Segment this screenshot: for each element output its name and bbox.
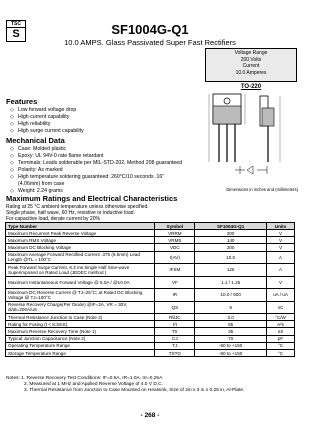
unit-cell: A [267,264,295,277]
package-drawing [205,92,297,186]
ratings-table [5,222,295,357]
table-row [6,328,295,335]
table-row [6,276,295,289]
mechanical-list [10,146,185,195]
table-row [6,264,295,277]
param-cell: Operating Temperature Range [6,342,155,349]
value-cell: 1.1 / 1.25 [195,276,267,289]
header-symbol: Symbol [155,223,195,230]
value-cell: 200 [195,244,267,251]
symbol-cell: QS [155,301,195,314]
footnote: 3. Thermal Resistance from Junction to Case Mounted on Heatsink, Size of 2in x 3 in x 0.25 in, Al-Plate. [24,388,245,393]
symbol-cell: I²t [155,321,195,328]
footnotes [6,376,296,394]
table-row [6,350,295,357]
symbol-cell: IR [155,289,195,302]
param-cell: Storage Temperature Range [6,350,155,357]
unit-cell: V [267,237,295,244]
header-part: SF1004G-Q1 [195,223,267,230]
part-number-title: SF1004G-Q1 [111,22,189,37]
param-cell: Maximum Instantaneous Forward Voltage @ 5.0A / @10.0A [6,276,155,289]
spec-line: Voltage Range [234,50,268,56]
unit-cell: V [267,276,295,289]
unit-cell: V [267,230,295,237]
table-row [6,251,295,264]
symbol-cell: CJ [155,335,195,342]
param-cell: Maximum Recurrent Peak Reverse Voltage [6,230,155,237]
list-item: ◇ High reliability [10,121,200,128]
symbol-cell: VRMS [155,237,195,244]
value-cell: 10.0 / 500 [195,289,267,302]
param-cell: Maximum RMS Voltage [6,237,155,244]
unit-cell: °C/W [267,314,295,321]
table-row [6,237,295,244]
table-row [6,289,295,302]
unit-cell: nS [267,328,295,335]
value-cell: 140 [195,237,267,244]
footnote: 2. Measured at 1 MHz and Applied Reverse Voltage of 4.0 V D.C. [24,382,163,387]
value-cell: 200 [195,230,267,237]
value-cell: 3.0 [195,314,267,321]
param-cell: Peak Forward Surge Current, 8.3 ms Single Half Sine-wave Superimposed on Rated Load (JEDEC method ) [6,264,155,277]
logo-mark: S [12,28,20,40]
unit-cell: uA / uA [267,289,295,302]
spec-box [205,48,297,82]
product-subtitle: 10.0 AMPS. Glass Passivated Super Fast Rectifiers [64,38,236,47]
param-cell: Maximum Reverse Recovery Time (Note 1) [6,328,155,335]
table-row [6,342,295,349]
rating-note: Rating at 25 °C ambient temperature unless otherwise specified. [6,204,149,210]
symbol-cell: RθJC [155,314,195,321]
mechanical-title: Mechanical Data [6,136,65,145]
value-cell: -50 to +150 [195,342,267,349]
symbol-cell: TJ [155,342,195,349]
value-cell: 65 [195,321,267,328]
list-item: ◇ High temperature soldering guaranteed: 260°C/10 seconds .16" (4.06mm) from case [10,174,185,188]
list-item: ◇ High surge current capability [10,128,200,135]
table-row [6,301,295,314]
tsc-logo [6,20,26,42]
symbol-cell: TSTG [155,350,195,357]
value-cell: 10.0 [195,251,267,264]
list-item: ◇ Polarity: As marked [10,167,185,174]
features-title: Features [6,97,38,106]
unit-cell: pF [267,335,295,342]
param-cell: Maximum DC Blocking Voltage [6,244,155,251]
param-cell: Rating for Fusing (t < 8.3mS) [6,321,155,328]
list-item: ◇ Low forward voltage drop [10,107,200,114]
unit-cell: A [267,251,295,264]
table-row [6,321,295,328]
ratings-notes [6,204,266,222]
header-type-number: Type Number [6,223,155,230]
spec-line: Current [242,63,260,69]
symbol-cell: VDC [155,244,195,251]
symbol-cell: VRRM [155,230,195,237]
list-item: ◇ Terminals: Leads solderable per MIL-STD-202, Method 208 guaranteed [10,160,185,167]
unit-cell: °C [267,342,295,349]
spec-line: 10.0 Amperes [235,69,267,76]
dimension-note: Dimensions in inches and (millimeters) [226,187,298,192]
symbol-cell: VF [155,276,195,289]
ratings-title: Maximum Ratings and Electrical Characteristics [6,194,178,203]
value-cell: -50 to +150 [195,350,267,357]
list-item: ◇ High current capability [10,114,200,121]
value-cell: 70 [195,335,267,342]
logo-text: TSC [7,21,25,28]
unit-cell: V [267,244,295,251]
list-item: ◇ Case: Molded plastic [10,146,185,153]
value-cell: 9 [195,301,267,314]
param-cell: Thermal Resistance Junction to Case (Note 3) [6,314,155,321]
rating-note: Single phase, half wave, 60 Hz, resistive or inductive load. [6,210,135,216]
table-row [6,230,295,237]
unit-cell: nC [267,301,295,314]
unit-cell: °C [267,350,295,357]
table-row [6,335,295,342]
header-units: Units [267,223,295,230]
features-list [10,107,200,135]
list-item: ◇ Epoxy: UL 94V-0 rate flame retardant [10,153,185,160]
spec-line: 200 Volts [240,56,262,63]
rating-note: For capacitive load, derate current by 20% [6,216,100,222]
symbol-cell: IFSM [155,264,195,277]
value-cell: 35 [195,328,267,335]
symbol-cell: I(AV) [155,251,195,264]
param-cell: Maximum DC Reverse Current @ TJ=25°C; at Rated DC Blocking Voltage @ TJ=100°C [6,289,155,302]
table-row [6,244,295,251]
list-item: ◇ Weight: 2.24 grams [10,188,185,195]
unit-cell: A²s [267,321,295,328]
package-label: TO-220 [240,84,262,90]
page-number: - 268 - [140,412,160,419]
param-cell: Typical Junction Capacitance (Note 2) [6,335,155,342]
param-cell: Reverse Recovery Charge(Per Diode) @IF=2A, VR = 30V, di/dt=200A/uS [6,301,155,314]
value-cell: 125 [195,264,267,277]
param-cell: Maximum Average Forward Rectified Current .375 (9.5mm) Lead Length @TL = 100°C [6,251,155,264]
symbol-cell: Trr [155,328,195,335]
table-row [6,314,295,321]
footnote: Notes: 1. Reverse Recovery Test Conditions: IF=0.5A, IR=1.0A, Irr=0.25A [6,376,163,381]
